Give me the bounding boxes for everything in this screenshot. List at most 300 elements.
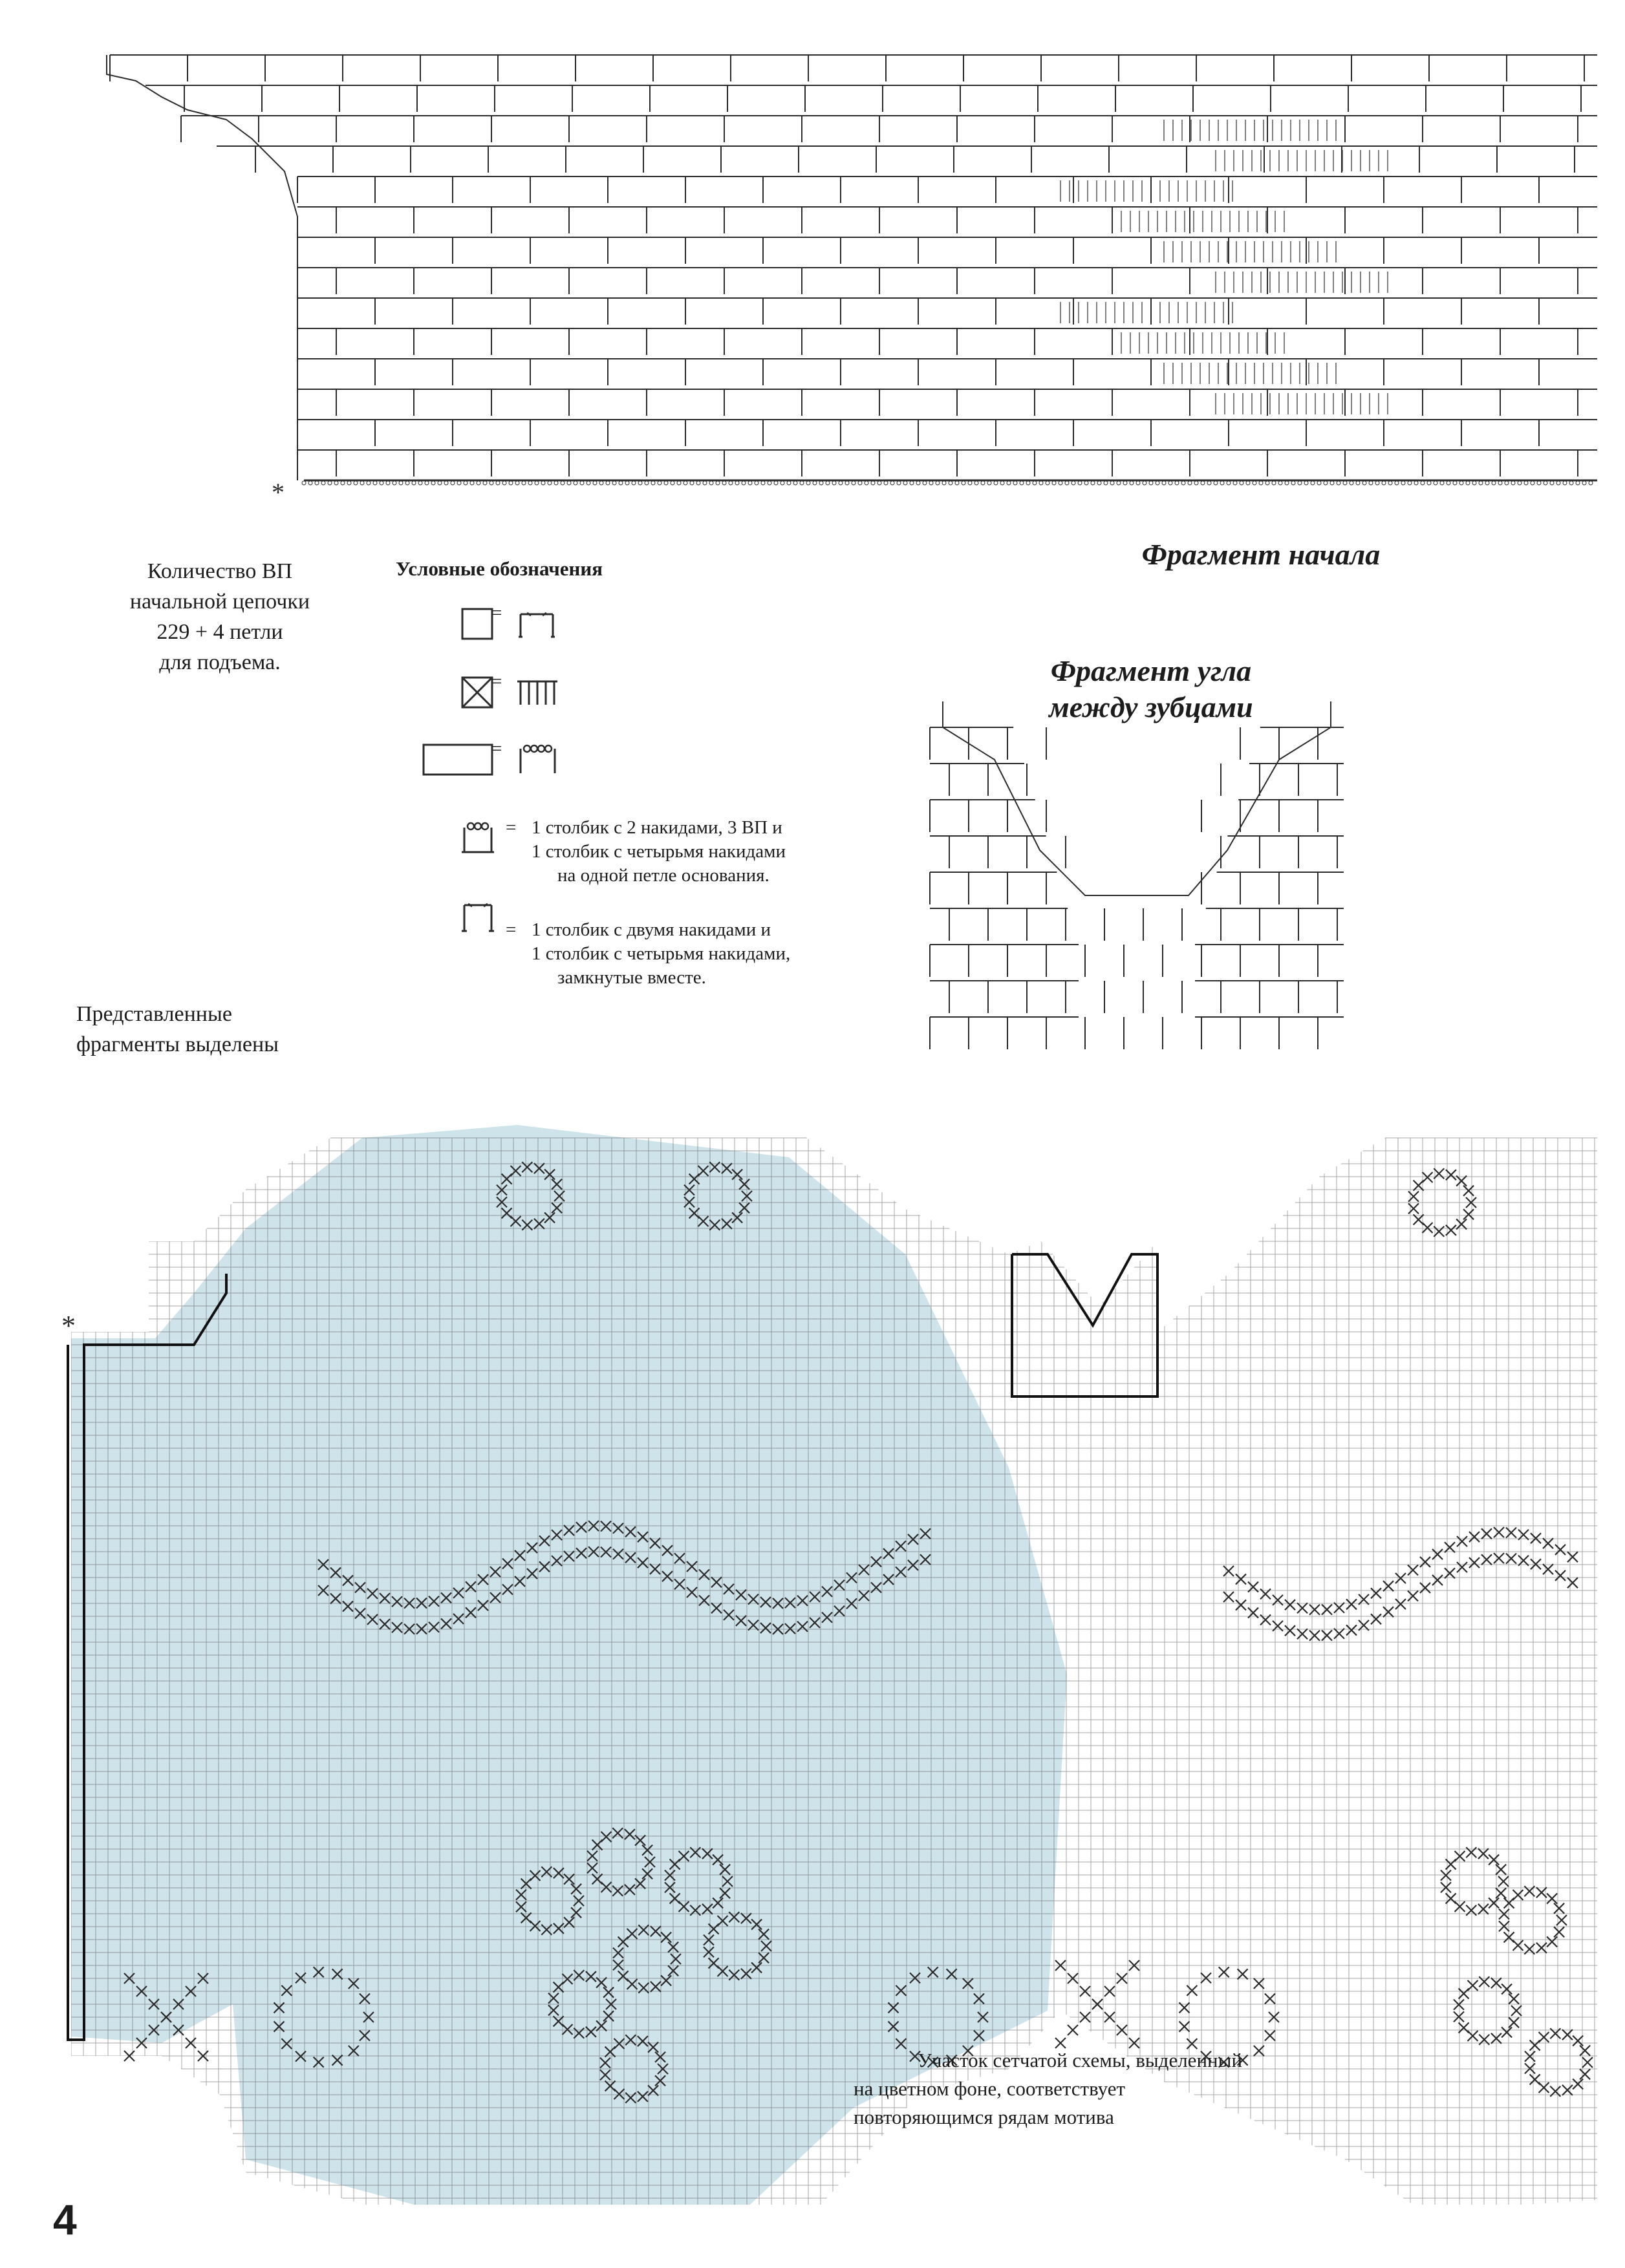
motif-cell — [1496, 1865, 1506, 1875]
base-chain-loop — [1194, 481, 1198, 485]
base-chain-loop — [431, 481, 435, 485]
base-chain-loop — [994, 481, 998, 485]
base-chain-loop — [1304, 481, 1308, 485]
base-chain-loop — [1330, 481, 1334, 485]
base-chain-loop — [871, 481, 875, 485]
base-chain-loop — [1343, 481, 1347, 485]
base-chain-loop — [1240, 481, 1243, 485]
legend-eq-4: = — [506, 817, 517, 838]
base-chain-loop — [1531, 481, 1534, 485]
motif-cell — [1346, 1625, 1357, 1635]
base-chain-loop — [412, 481, 416, 485]
base-chain-loop — [632, 481, 636, 485]
base-chain-loop — [599, 481, 603, 485]
base-chain-loop — [1375, 481, 1379, 485]
base-chain-loop — [496, 481, 500, 485]
base-chain-loop — [541, 481, 545, 485]
base-chain-loop — [1097, 481, 1101, 485]
motif-cell — [1489, 1855, 1499, 1865]
motif-cell — [1238, 1969, 1248, 1979]
base-chain-loop — [1156, 481, 1159, 485]
base-chain-loop — [1524, 481, 1528, 485]
motif-cell — [1543, 1538, 1553, 1548]
base-chain-loop — [1350, 481, 1353, 485]
highlight-note — [854, 2046, 1306, 2132]
base-chain-loop — [470, 481, 474, 485]
motif-cell — [1297, 1629, 1308, 1639]
base-chain-loop — [334, 481, 338, 485]
base-chain-loop — [923, 481, 927, 485]
motif-cell — [1499, 1909, 1509, 1920]
start-marker: * — [272, 478, 285, 507]
base-chain-loop — [968, 481, 972, 485]
base-chain-loop — [942, 481, 946, 485]
base-chain-loop — [548, 481, 552, 485]
base-chain-loop — [1278, 481, 1282, 485]
base-chain-loop — [774, 481, 778, 485]
legend-desc-line: на одной петле основания. — [557, 865, 769, 886]
base-chain-loop — [1272, 481, 1276, 485]
motif-cell — [1539, 2032, 1549, 2042]
motif-cell — [1236, 1600, 1246, 1610]
base-chain-loop — [1091, 481, 1095, 485]
base-chain-loop — [1227, 481, 1231, 485]
motif-cell — [1518, 1530, 1529, 1540]
base-chain-loop — [457, 481, 461, 485]
fragment-corner-title-line: между зубцами — [1049, 690, 1253, 723]
motif-cell — [1518, 1556, 1529, 1566]
motif-cell — [1420, 1583, 1430, 1593]
base-chain-loop — [587, 481, 590, 485]
base-chain-loop — [1033, 481, 1037, 485]
motif-cell — [1573, 2079, 1583, 2089]
corner-outline — [943, 701, 1331, 895]
motif-cell — [1509, 2017, 1519, 2027]
legend-title: Условные обозначения — [396, 557, 603, 580]
base-chain-loop — [354, 481, 358, 485]
motif-cell — [1445, 1568, 1455, 1578]
motif-cell — [1547, 1894, 1557, 1904]
motif-cell — [1562, 2029, 1573, 2040]
base-chain-loop — [916, 481, 920, 485]
base-chain-loop — [910, 481, 914, 485]
base-chain-loop — [1537, 481, 1541, 485]
base-chain-loop — [1136, 481, 1140, 485]
base-chain-loop — [819, 481, 823, 485]
base-chain-loop — [897, 481, 901, 485]
base-chain-loop — [1544, 481, 1547, 485]
base-chain-loop — [373, 481, 377, 485]
base-chain-loop — [949, 481, 952, 485]
base-chain-loop — [367, 481, 371, 485]
base-chain-loop — [1453, 481, 1457, 485]
motif-cell — [1454, 2000, 1464, 2010]
motif-cell — [1531, 1559, 1541, 1569]
motif-cell — [1496, 1888, 1506, 1898]
base-chain-loop — [425, 481, 429, 485]
base-chain-loop — [1065, 481, 1069, 485]
base-chain-loop — [393, 481, 396, 485]
fragment-start-title: Фрагмент начала — [1141, 538, 1381, 571]
legend-desc-cluster — [532, 918, 907, 990]
base-chain-loop — [1576, 481, 1580, 485]
motif-cell — [1297, 1603, 1308, 1613]
base-chain-loop — [677, 481, 681, 485]
motif-cell — [1501, 1984, 1512, 1995]
base-chain-loop — [1550, 481, 1554, 485]
base-chain-loop — [619, 481, 623, 485]
base-chain-loop — [1414, 481, 1418, 485]
chain-note-line: начальной цепочки — [129, 590, 310, 614]
base-chain-loop — [1059, 481, 1062, 485]
base-chain-loop — [380, 481, 383, 485]
base-chain-loop — [884, 481, 888, 485]
motif-cell — [1322, 1631, 1332, 1641]
motif-cell — [1582, 2057, 1593, 2068]
base-chain-loop — [341, 481, 345, 485]
motif-cell — [1236, 1574, 1246, 1585]
base-chain-loop — [671, 481, 674, 485]
base-chain-loop — [1168, 481, 1172, 485]
legend-desc-line: 1 столбик с 2 накидами, 3 ВП и — [532, 817, 782, 838]
base-chain-loop — [664, 481, 668, 485]
base-chain-loop — [1356, 481, 1360, 485]
base-chain-loop — [683, 481, 687, 485]
motif-cell — [1459, 2022, 1469, 2033]
base-chain-loop — [1123, 481, 1127, 485]
base-chain-loop — [1337, 481, 1340, 485]
base-chain-loop — [580, 481, 584, 485]
base-chain-loop — [386, 481, 390, 485]
motif-cell — [1506, 1554, 1516, 1564]
motif-cell — [1457, 1536, 1467, 1546]
motif-cell — [1187, 1985, 1197, 1996]
base-chain-loop — [1466, 481, 1470, 485]
base-chain-loop — [696, 481, 700, 485]
base-chain-loop — [1589, 481, 1593, 485]
motif-cell — [1420, 1557, 1430, 1567]
base-chain-loop — [1143, 481, 1146, 485]
base-chain-loop — [658, 481, 662, 485]
corner-stitches — [930, 701, 1344, 1049]
base-chain-loop — [1434, 481, 1437, 485]
base-chain-loop — [962, 481, 965, 485]
base-chain-loop — [1395, 481, 1399, 485]
motif-cell — [1509, 1994, 1519, 2004]
motif-cell — [1457, 1562, 1467, 1572]
base-chain-loop — [1104, 481, 1108, 485]
base-chain-loop — [1408, 481, 1412, 485]
base-chain-loop — [464, 481, 468, 485]
base-chain-loop — [438, 481, 442, 485]
motif-cell — [1498, 1876, 1509, 1887]
base-chain-loop — [1498, 481, 1502, 485]
motif-cell — [1567, 1578, 1578, 1588]
motif-cell — [1499, 1921, 1509, 1931]
motif-cell — [1432, 1575, 1443, 1585]
outside-left — [0, 1060, 71, 2224]
grid-start-marker: * — [61, 1310, 76, 1342]
motif-cell — [1265, 2030, 1275, 2040]
motif-cell — [1223, 1566, 1234, 1576]
base-chain-loop — [761, 481, 765, 485]
motif-cell — [1441, 1882, 1451, 1892]
legend-desc-line: 1 столбик с четырьмя накидами — [532, 841, 786, 862]
base-chain-loop — [936, 481, 940, 485]
motif-cell — [1531, 1533, 1541, 1543]
base-chain-loop — [1214, 481, 1218, 485]
base-chain-loop — [1285, 481, 1289, 485]
base-chain-loop — [1020, 481, 1024, 485]
motif-cell — [1265, 1994, 1275, 2004]
highlight-note-line: Участок сетчатой схемы, выделенный — [917, 2049, 1243, 2071]
motif-cell — [1525, 2063, 1535, 2073]
base-chain-loop — [1110, 481, 1114, 485]
motif-cell — [1285, 1599, 1295, 1610]
base-chain-loop — [321, 481, 325, 485]
base-chain-loop — [308, 481, 312, 485]
base-chain-loop — [625, 481, 629, 485]
base-chain-loop — [1447, 481, 1450, 485]
base-chain-loop — [1440, 481, 1444, 485]
motif-cell — [1223, 1592, 1234, 1602]
motif-cell — [1463, 1186, 1474, 1196]
motif-cell — [1555, 1545, 1566, 1555]
motif-cell — [1469, 1557, 1480, 1568]
base-chain-loop — [502, 481, 506, 485]
motif-cell — [1562, 2085, 1573, 2095]
base-chain-loop — [832, 481, 836, 485]
base-chain-loop — [690, 481, 694, 485]
motif-cell — [1456, 1176, 1467, 1186]
page-number: 4 — [53, 2196, 77, 2243]
base-chain-loop — [793, 481, 797, 485]
base-chain-loop — [1291, 481, 1295, 485]
legend-symbols — [414, 595, 608, 970]
motif-cell — [1334, 1629, 1344, 1639]
chain-note-line: Количество ВП — [147, 559, 293, 583]
base-chain-loop — [722, 481, 726, 485]
base-chain-loop — [1569, 481, 1573, 485]
base-chain-loop — [1317, 481, 1321, 485]
motif-cell — [1530, 2074, 1540, 2084]
motif-cell — [1432, 1549, 1443, 1559]
motif-cell — [1201, 1973, 1211, 1983]
base-chain-loop — [1492, 481, 1496, 485]
legend-cluster-icon — [462, 904, 494, 931]
base-chain-loop — [1298, 481, 1302, 485]
fragment-corner-chart — [917, 701, 1370, 1070]
base-chain-loop — [987, 481, 991, 485]
legend-eq-3: = — [491, 738, 502, 759]
base-chain-loop — [780, 481, 784, 485]
base-chain-loop — [1401, 481, 1405, 485]
motif-cell — [1501, 2027, 1512, 2037]
motif-cell — [1285, 1625, 1295, 1636]
base-chain-loop — [1556, 481, 1560, 485]
base-chain-loop — [1265, 481, 1269, 485]
motif-cell — [1408, 1565, 1418, 1575]
motif-cell — [1254, 1978, 1264, 1989]
motif-cell — [1555, 1570, 1566, 1581]
fragments-note-line: фрагменты выделены — [76, 1032, 279, 1056]
base-chain-loop — [858, 481, 862, 485]
fragment-start-chart — [91, 48, 1607, 520]
base-chain-loop — [612, 481, 616, 485]
base-chain-loop — [729, 481, 733, 485]
legend-long-bar-icon — [424, 745, 555, 775]
motif-cell — [1511, 2006, 1522, 2016]
base-chain-loop — [638, 481, 642, 485]
motif-cell — [1309, 1605, 1320, 1615]
base-chain-loop — [522, 481, 526, 485]
motif-cell — [1469, 1532, 1480, 1542]
motif-cell — [1408, 1203, 1419, 1214]
base-chain-loop — [1388, 481, 1392, 485]
base-chain-loop — [1485, 481, 1489, 485]
base-chain-loop — [1026, 481, 1030, 485]
base-chain-loop — [813, 481, 817, 485]
base-chain-loop — [768, 481, 771, 485]
base-chain-loop — [1013, 481, 1017, 485]
chain-note-line: 229 + 4 петли — [156, 620, 283, 644]
motif-cell — [1468, 1980, 1478, 1991]
base-chain-loop — [509, 481, 513, 485]
base-chain-loop — [1046, 481, 1049, 485]
base-chain-loop — [852, 481, 856, 485]
motif-cell — [1481, 1554, 1492, 1565]
motif-cell — [1494, 1527, 1504, 1537]
base-chain-loop — [877, 481, 881, 485]
base-chain-loop — [1421, 481, 1425, 485]
base-chain-loop — [315, 481, 319, 485]
motif-cell — [1478, 1904, 1489, 1914]
base-chain-loop — [1233, 481, 1237, 485]
motif-cell — [1504, 1932, 1514, 1942]
stitch-rows — [107, 55, 1597, 485]
base-chain-loop — [1117, 481, 1121, 485]
base-chain-loop — [1259, 481, 1263, 485]
base-chain-loop — [1084, 481, 1088, 485]
base-chain-loop — [593, 481, 597, 485]
base-chain-loop — [1000, 481, 1004, 485]
legend-eq-1: = — [491, 603, 502, 623]
base-chain-loop — [1563, 481, 1567, 485]
legend-desc-v-stitch — [532, 816, 894, 888]
base-chain-loop — [1479, 481, 1483, 485]
chain-note-line: для подъема. — [159, 650, 281, 674]
base-chain-loop — [1188, 481, 1192, 485]
motif-cell — [1481, 1528, 1492, 1539]
motif-cell — [1371, 1588, 1381, 1598]
base-chain-loop — [554, 481, 558, 485]
legend-crossed-square-icon — [462, 678, 557, 707]
chain-count-note — [84, 556, 356, 678]
motif-cell — [1456, 1219, 1467, 1229]
motif-cell — [1567, 1552, 1578, 1562]
base-chain-loop — [806, 481, 810, 485]
base-chain-loop — [1071, 481, 1075, 485]
motif-cell — [1219, 1967, 1229, 1977]
motif-cell — [1371, 1614, 1381, 1624]
motif-cell — [1441, 1870, 1451, 1881]
base-chain-loop — [328, 481, 332, 485]
legend-desc-line: замкнутые вместе. — [557, 967, 706, 988]
motif-cell — [1414, 1214, 1424, 1225]
motif-cell — [1573, 2036, 1583, 2046]
base-chain-loop — [845, 481, 849, 485]
base-chain-loop — [1369, 481, 1373, 485]
base-chain-loop — [1472, 481, 1476, 485]
base-chain-loop — [1175, 481, 1179, 485]
base-chain-loop — [1362, 481, 1366, 485]
motif-cell — [1395, 1573, 1406, 1583]
motif-cell — [1383, 1607, 1394, 1617]
highlight-note-line: повторяющимся рядам мотива — [854, 2106, 1114, 2128]
motif-cell — [1408, 1192, 1419, 1202]
base-chain-loop — [1582, 481, 1586, 485]
base-chain-loop — [1078, 481, 1082, 485]
legend-open-square-icon — [462, 609, 555, 639]
motif-cell — [1554, 1903, 1564, 1914]
base-chain-loop — [1162, 481, 1166, 485]
motif-cell — [1580, 2046, 1590, 2056]
motif-cell — [1494, 1553, 1504, 1563]
base-chain-loop — [1382, 481, 1386, 485]
base-chain-loop — [981, 481, 985, 485]
base-chain-loop — [567, 481, 571, 485]
base-chain-loop — [800, 481, 804, 485]
base-chain-loop — [1207, 481, 1211, 485]
motif-cell — [1463, 1209, 1474, 1219]
motif-cell — [1423, 1172, 1433, 1182]
motif-cell — [1445, 1542, 1455, 1552]
base-chain-loop — [1505, 481, 1509, 485]
base-chain-loop — [302, 481, 306, 485]
base-chain-loop — [839, 481, 843, 485]
base-chain-loop — [1007, 481, 1011, 485]
motif-cell — [1580, 2069, 1590, 2079]
base-chain-loop — [1511, 481, 1515, 485]
base-chain-loop — [1324, 481, 1328, 485]
base-chain-loop — [703, 481, 707, 485]
motif-cell — [1383, 1581, 1394, 1591]
motif-cell — [1408, 1590, 1418, 1601]
motif-cell — [1359, 1620, 1369, 1631]
legend-desc-line: 1 столбик с четырьмя накидами, — [532, 943, 791, 964]
base-chain-loop — [709, 481, 713, 485]
motif-cell — [1434, 1226, 1444, 1237]
base-chain-loop — [1246, 481, 1250, 485]
base-chain-loop — [1253, 481, 1256, 485]
base-chain-loop — [826, 481, 830, 485]
stepped-edge — [107, 55, 297, 480]
base-chain-loop — [1039, 481, 1043, 485]
motif-cell — [1346, 1599, 1357, 1609]
motif-cell — [1454, 2011, 1464, 2022]
base-chain-loop — [742, 481, 746, 485]
base-chain-loop — [974, 481, 978, 485]
base-chain-loop — [535, 481, 539, 485]
base-chain-loop — [903, 481, 907, 485]
base-chain-loop — [477, 481, 480, 485]
motif-cell — [1543, 1564, 1553, 1574]
base-chain-loop — [651, 481, 655, 485]
legend-desc-line: 1 столбик с двумя накидами и — [532, 919, 771, 940]
fragments-note-line: Представленные — [76, 1002, 232, 1026]
motif-cell — [1478, 1848, 1489, 1859]
base-chain-loop — [574, 481, 577, 485]
